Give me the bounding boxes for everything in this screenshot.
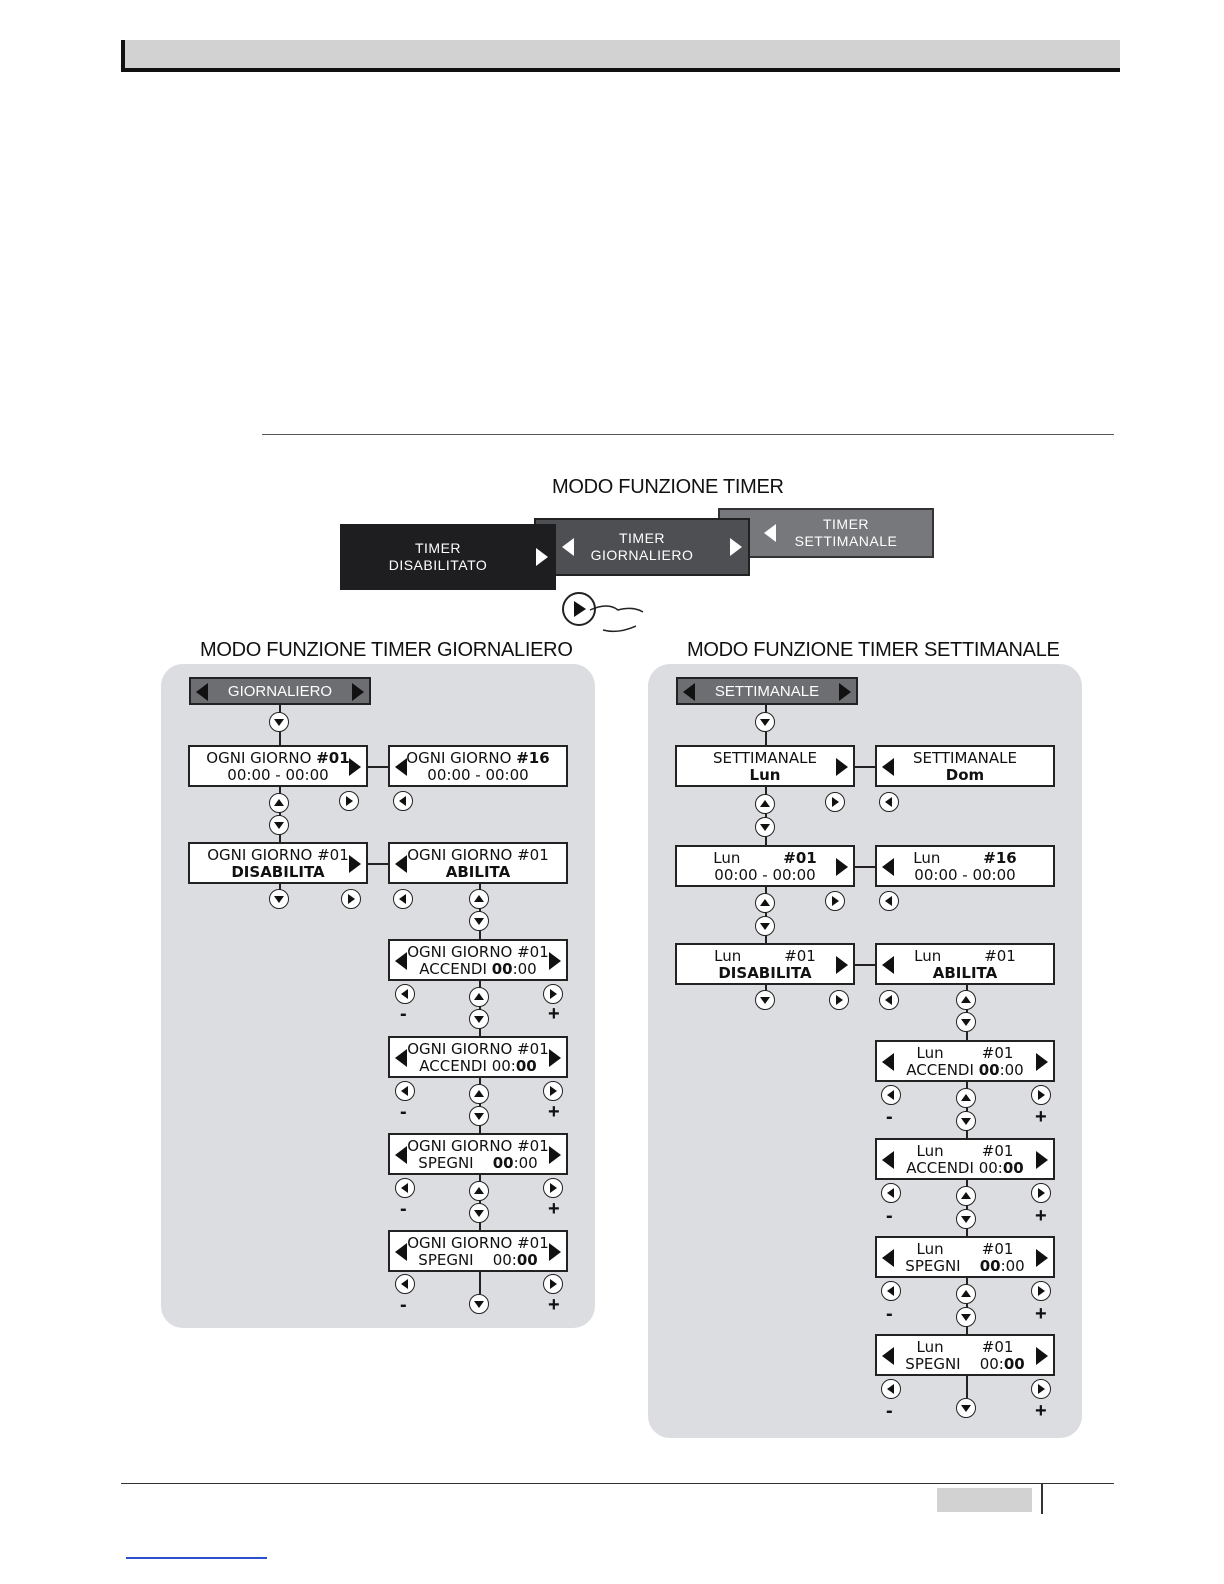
tab-timer-settimanale[interactable]	[718, 508, 934, 558]
lcd-text-bold: 00	[492, 1154, 514, 1172]
minus-label: -	[400, 1294, 407, 1316]
tab-line2: GIORNALIERO	[590, 547, 694, 563]
down-button-icon[interactable]	[755, 990, 775, 1010]
up-button-icon[interactable]	[469, 889, 489, 909]
plus-label: +	[1035, 1303, 1047, 1325]
lcd-text: 00:00 - 00:00	[427, 766, 529, 784]
lcd-text-bold: DISABILITA	[718, 964, 812, 982]
minus-label: -	[400, 1003, 407, 1025]
section-divider	[262, 434, 1114, 435]
lcd-weekly-r3a	[675, 943, 855, 985]
lcd-text: OGNI GIORNO #01	[207, 846, 349, 864]
lcd-text: OGNI GIORNO #01	[407, 846, 549, 864]
right-arrow-icon	[730, 538, 742, 556]
connector	[966, 1376, 968, 1398]
left-button-icon[interactable]	[393, 889, 413, 909]
left-button-icon[interactable]	[881, 1281, 901, 1301]
down-button-icon[interactable]	[469, 1203, 489, 1223]
down-button-icon[interactable]	[469, 911, 489, 931]
right-button-icon[interactable]	[543, 1081, 563, 1101]
left-button-icon[interactable]	[395, 984, 415, 1004]
lcd-daily-r1b	[388, 745, 568, 787]
up-button-icon[interactable]	[469, 1181, 489, 1201]
lcd-text-bold: 00	[515, 1057, 537, 1075]
lcd-text: SPEGNI	[418, 1154, 474, 1172]
left-arrow-icon	[683, 683, 695, 701]
plus-label: +	[1035, 1106, 1047, 1128]
lcd-text: #01	[981, 1044, 1014, 1062]
up-button-icon[interactable]	[755, 893, 775, 913]
selector-label: SETTIMANALE	[714, 682, 820, 700]
lcd-text-bold: 00	[1002, 1159, 1024, 1177]
lcd-text: ACCENDI	[419, 1057, 487, 1075]
lcd-text: #01	[981, 1338, 1014, 1356]
lcd-text: :00	[513, 1154, 538, 1172]
up-button-icon[interactable]	[269, 793, 289, 813]
lcd-text-bold: #16	[983, 849, 1017, 867]
lcd-text: ACCENDI	[906, 1061, 974, 1079]
down-button-icon[interactable]	[269, 712, 289, 732]
tab-line1: TIMER	[822, 516, 870, 532]
right-button-icon[interactable]	[341, 889, 361, 909]
left-arrow-icon	[562, 538, 574, 556]
lcd-weekly-s2	[875, 1138, 1055, 1180]
lcd-text: OGNI GIORNO #01	[407, 943, 549, 961]
hand-pointer-icon	[588, 600, 648, 640]
lcd-text-bold: DISABILITA	[231, 863, 325, 881]
right-button-icon[interactable]	[829, 990, 849, 1010]
lcd-text-bold: Lun	[749, 766, 781, 784]
right-button-icon[interactable]	[543, 1178, 563, 1198]
lcd-text-bold: #16	[516, 749, 550, 767]
lcd-daily-s3	[388, 1133, 568, 1175]
down-button-icon[interactable]	[755, 916, 775, 936]
right-arrow-icon	[1036, 1347, 1048, 1365]
down-button-icon[interactable]	[469, 1294, 489, 1314]
lcd-text: 00:	[979, 1355, 1004, 1373]
lcd-text-bold: #01	[783, 849, 817, 867]
left-arrow-icon	[764, 524, 776, 542]
connector	[368, 766, 388, 768]
up-button-icon[interactable]	[755, 794, 775, 814]
lcd-text: #01	[981, 1142, 1014, 1160]
right-arrow-icon	[549, 1049, 561, 1067]
lcd-text: Lun	[713, 849, 741, 867]
left-arrow-icon	[196, 683, 208, 701]
left-button-icon[interactable]	[393, 791, 413, 811]
header-bar	[121, 40, 1120, 72]
right-arrow-icon	[549, 1146, 561, 1164]
minus-label: -	[886, 1303, 893, 1325]
tab-timer-disabilitato[interactable]	[340, 524, 556, 590]
right-arrow-icon	[536, 548, 548, 566]
lcd-text-bold: 00	[491, 960, 513, 978]
tab-line1: TIMER	[414, 540, 462, 556]
left-button-icon[interactable]	[881, 1183, 901, 1203]
mode-title: MODO FUNZIONE TIMER	[552, 476, 784, 498]
lcd-text-bold: 00	[516, 1251, 538, 1269]
minus-label: -	[400, 1101, 407, 1123]
right-arrow-icon	[349, 758, 361, 776]
right-arrow-icon	[549, 1243, 561, 1261]
lcd-text: SPEGNI	[905, 1257, 961, 1275]
lcd-text: SETTIMANALE	[912, 749, 1017, 767]
lcd-text: 00:	[978, 1159, 1003, 1177]
right-button-icon[interactable]	[543, 1274, 563, 1294]
up-button-icon[interactable]	[956, 1284, 976, 1304]
lcd-text: 00:00 - 00:00	[914, 866, 1016, 884]
right-arrow-icon	[549, 952, 561, 970]
lcd-text: Lun	[714, 947, 742, 965]
lcd-weekly-s3	[875, 1236, 1055, 1278]
lcd-text: 00:00 - 00:00	[714, 866, 816, 884]
lcd-text: OGNI GIORNO	[206, 749, 312, 767]
lcd-text: Lun	[913, 849, 941, 867]
footer-divider	[1041, 1484, 1043, 1514]
lcd-text-bold: 00	[1003, 1355, 1025, 1373]
down-button-icon[interactable]	[956, 1209, 976, 1229]
lcd-text: 00:00 - 00:00	[227, 766, 329, 784]
left-button-icon[interactable]	[881, 1085, 901, 1105]
lcd-daily-r2a	[188, 842, 368, 884]
lcd-text: 00:	[491, 1057, 516, 1075]
lcd-daily-s2	[388, 1036, 568, 1078]
weekly-selector[interactable]	[676, 677, 858, 705]
lcd-text: ACCENDI	[906, 1159, 974, 1177]
plus-label: +	[1035, 1400, 1047, 1422]
lcd-daily-s4	[388, 1230, 568, 1272]
lcd-text: OGNI GIORNO #01	[407, 1234, 549, 1252]
up-button-icon[interactable]	[956, 1088, 976, 1108]
selector-label: GIORNALIERO	[227, 682, 333, 700]
lcd-text: OGNI GIORNO #01	[407, 1040, 549, 1058]
right-button-icon[interactable]	[825, 891, 845, 911]
up-button-icon[interactable]	[469, 1084, 489, 1104]
connector	[855, 964, 875, 966]
up-button-icon[interactable]	[469, 987, 489, 1007]
up-button-icon[interactable]	[956, 1186, 976, 1206]
down-button-icon[interactable]	[956, 1307, 976, 1327]
lcd-weekly-r2a	[675, 845, 855, 887]
plus-label: +	[548, 1101, 560, 1123]
left-button-icon[interactable]	[395, 1274, 415, 1294]
footer-rule	[121, 1483, 1114, 1484]
lcd-text-bold: 00	[978, 1061, 1000, 1079]
lcd-text: Lun	[914, 947, 942, 965]
lcd-text: OGNI GIORNO #01	[407, 1137, 549, 1155]
lcd-text: ACCENDI	[419, 960, 487, 978]
lcd-text-bold: Dom	[945, 766, 985, 784]
right-button-icon[interactable]	[825, 792, 845, 812]
daily-selector[interactable]	[189, 677, 371, 705]
lcd-text-bold: ABILITA	[932, 964, 998, 982]
left-button-icon[interactable]	[879, 792, 899, 812]
lcd-text: SETTIMANALE	[712, 749, 817, 767]
lcd-text: #01	[784, 947, 816, 965]
daily-title: MODO FUNZIONE TIMER GIORNALIERO	[200, 639, 573, 661]
minus-label: -	[400, 1198, 407, 1220]
down-button-icon[interactable]	[269, 889, 289, 909]
lcd-weekly-r1b	[875, 745, 1055, 787]
connector	[855, 766, 875, 768]
down-button-icon[interactable]	[469, 1009, 489, 1029]
lcd-text: 00:	[492, 1251, 517, 1269]
connector	[855, 866, 875, 868]
tab-line2: DISABILITATO	[388, 557, 488, 573]
down-button-icon[interactable]	[956, 1012, 976, 1032]
down-button-icon[interactable]	[755, 712, 775, 732]
right-arrow-icon	[1036, 1249, 1048, 1267]
right-arrow-icon	[836, 758, 848, 776]
lcd-text: :00	[1000, 1257, 1025, 1275]
down-button-icon[interactable]	[469, 1106, 489, 1126]
connector	[479, 1272, 481, 1294]
lcd-text: SPEGNI	[418, 1251, 474, 1269]
lcd-daily-r2b	[388, 842, 568, 884]
plus-label: +	[1035, 1205, 1047, 1227]
left-button-icon[interactable]	[879, 990, 899, 1010]
right-arrow-icon	[836, 956, 848, 974]
lcd-daily-r1a	[188, 745, 368, 787]
right-arrow-icon	[349, 855, 361, 873]
lcd-weekly-r1a	[675, 745, 855, 787]
footer-link-underline[interactable]	[126, 1557, 267, 1559]
down-button-icon[interactable]	[956, 1398, 976, 1418]
minus-label: -	[886, 1400, 893, 1422]
down-button-icon[interactable]	[755, 817, 775, 837]
lcd-text-bold: 00	[979, 1257, 1001, 1275]
page-number-box	[937, 1488, 1032, 1512]
minus-label: -	[886, 1205, 893, 1227]
left-button-icon[interactable]	[395, 1178, 415, 1198]
tab-timer-giornaliero[interactable]	[534, 518, 750, 576]
lcd-weekly-r3b	[875, 943, 1055, 985]
right-button-icon[interactable]	[1031, 1281, 1051, 1301]
lcd-text: #01	[984, 947, 1016, 965]
down-button-icon[interactable]	[269, 815, 289, 835]
right-button-icon[interactable]	[339, 791, 359, 811]
plus-label: +	[548, 1198, 560, 1220]
tab-line1: TIMER	[618, 530, 666, 546]
right-button-icon[interactable]	[1031, 1085, 1051, 1105]
right-arrow-icon	[836, 858, 848, 876]
lcd-text: OGNI GIORNO	[406, 749, 512, 767]
lcd-text: Lun	[916, 1240, 944, 1258]
lcd-daily-s1	[388, 939, 568, 981]
right-arrow-icon	[1036, 1053, 1048, 1071]
right-arrow-icon	[352, 683, 364, 701]
right-arrow-icon	[1036, 1151, 1048, 1169]
right-arrow-icon	[839, 683, 851, 701]
lcd-weekly-s1	[875, 1040, 1055, 1082]
right-button-icon[interactable]	[1031, 1183, 1051, 1203]
lcd-text: :00	[512, 960, 537, 978]
down-button-icon[interactable]	[956, 1111, 976, 1131]
lcd-text: Lun	[916, 1044, 944, 1062]
right-button-icon[interactable]	[1031, 1379, 1051, 1399]
tab-line2: SETTIMANALE	[794, 533, 898, 549]
left-button-icon[interactable]	[395, 1081, 415, 1101]
minus-label: -	[886, 1106, 893, 1128]
lcd-text: #01	[981, 1240, 1014, 1258]
lcd-text: Lun	[916, 1142, 944, 1160]
left-button-icon[interactable]	[881, 1379, 901, 1399]
right-button-icon[interactable]	[543, 984, 563, 1004]
lcd-text-bold: #01	[316, 749, 350, 767]
lcd-weekly-s4	[875, 1334, 1055, 1376]
weekly-title: MODO FUNZIONE TIMER SETTIMANALE	[687, 639, 1060, 661]
lcd-weekly-r2b	[875, 845, 1055, 887]
left-button-icon[interactable]	[879, 891, 899, 911]
lcd-text-bold: ABILITA	[445, 863, 511, 881]
plus-label: +	[548, 1003, 560, 1025]
lcd-text: Lun	[916, 1338, 944, 1356]
plus-label: +	[548, 1294, 560, 1316]
lcd-text: SPEGNI	[905, 1355, 961, 1373]
connector	[368, 863, 388, 865]
up-button-icon[interactable]	[956, 990, 976, 1010]
lcd-text: :00	[999, 1061, 1024, 1079]
